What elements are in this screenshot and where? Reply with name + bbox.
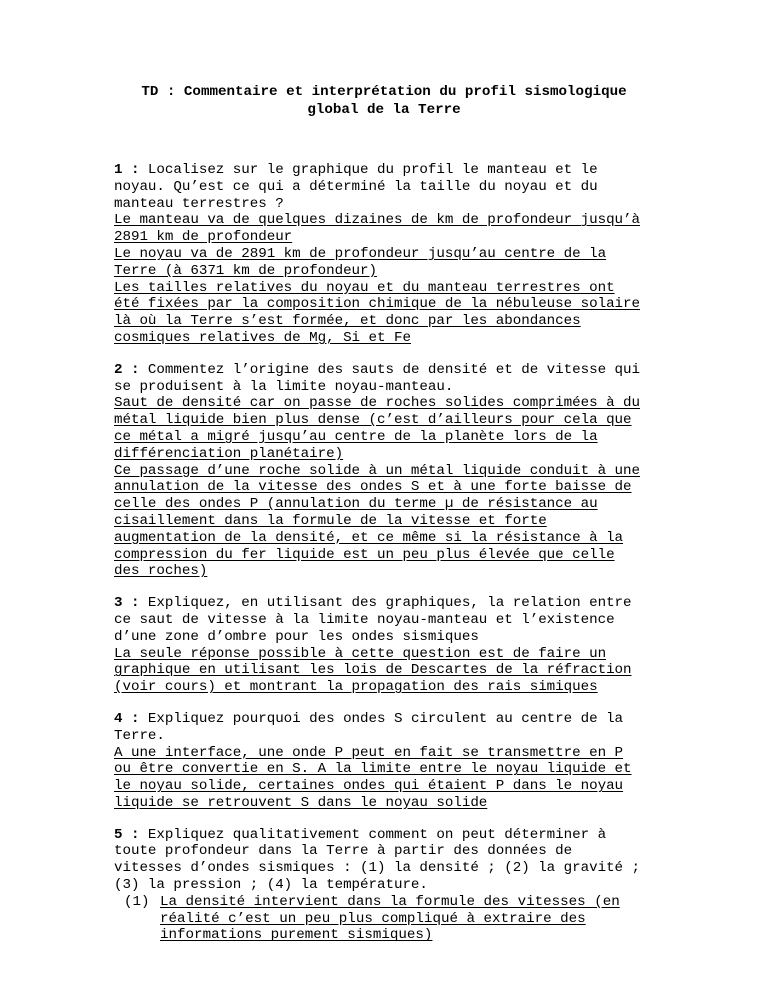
question-4 — [114, 711, 674, 812]
answer-line: La seule réponse possible à cette question est de faire un — [114, 645, 607, 662]
answer-line: Les tailles relatives du noyau et du manteau terrestres ont — [114, 279, 615, 296]
question-number: 1 : — [114, 162, 140, 178]
question-3 — [114, 595, 674, 696]
answer-line: Saut de densité car on passe de roches solides comprimées à du — [114, 395, 641, 412]
answer-line: ou être convertie en S. A la limite entre le noyau liquide et — [114, 761, 632, 778]
answer-line: celle des ondes P (annulation du terme µ de résistance au — [114, 496, 598, 513]
question-text-line: Terre. — [114, 727, 165, 744]
answer-line: Terre (à 6371 km de profondeur) — [114, 262, 378, 279]
answer-line: A une interface, une onde P peut en fait se transmettre en P — [114, 744, 624, 761]
answer-line: des roches) — [114, 563, 208, 580]
answer-line: Ce passage d’une roche solide à un métal liquide conduit à une — [114, 462, 641, 479]
document-title — [0, 84, 768, 119]
question-text-line: 4 : Expliquez pourquoi des ondes S circulent au centre de la — [114, 710, 624, 727]
answer-line: informations purement sismiques) — [160, 927, 433, 944]
question-text-line: 1 : Localisez sur le graphique du profil le manteau et le — [114, 162, 598, 178]
question-text-line: 5 : Expliquez qualitativement comment on peut déterminer à — [114, 826, 607, 843]
question-text-line: d’une zone d’ombre pour les ondes sismiques — [114, 628, 479, 645]
answer-line: annulation de la vitesse des ondes S et à une forte baisse de — [114, 479, 632, 496]
question-text-line: noyau. Qu’est ce qui a déterminé la taille du noyau et du — [114, 178, 598, 195]
answer-line: Le noyau va de 2891 km de profondeur jusqu’au centre de la — [114, 245, 607, 262]
answer-line: augmentation de la densité, et ce même si la résistance à la — [114, 529, 624, 546]
answer-line: ce métal a migré jusqu’au centre de la planète lors de la — [114, 428, 598, 445]
answer-line: graphique en utilisant les lois de Descartes de la réfraction — [114, 662, 632, 679]
question-number: 4 : — [114, 710, 140, 727]
question-text-line: ce saut de vitesse à la limite noyau-manteau et l’existence — [114, 611, 615, 628]
title-line-2: global de la Terre — [307, 101, 461, 118]
question-number: 5 : — [114, 826, 140, 843]
question-text-line: 2 : Commentez l’origine des sauts de densité et de vitesse qui — [114, 361, 641, 378]
answer-line: Le manteau va de quelques dizaines de km de profondeur jusqu’à — [114, 212, 641, 229]
answer-line: liquide se retrouvent S dans le noyau solide — [114, 794, 488, 811]
question-text-line: se produisent à la limite noyau-manteau. — [114, 378, 454, 395]
list-item-label: (1) — [124, 893, 150, 910]
answer-line: réalité c’est un peu plus compliqué à extraire des — [160, 910, 586, 927]
question-text-line: vitesses d’ondes sismiques : (1) la densité ; (2) la gravité ; — [114, 860, 641, 877]
question-text-line: manteau terrestres ? — [114, 195, 284, 212]
question-number: 3 : — [114, 595, 140, 612]
question-text-line: (3) la pression ; (4) la température. — [114, 877, 428, 894]
answer-line: compression du fer liquide est un peu plus élevée que celle — [114, 546, 615, 563]
title-line-1: TD : Commentaire et interprétation du profil sismologique — [141, 84, 627, 100]
question-1 — [114, 162, 674, 347]
answer-line: cisaillement dans la formule de la vitesse et forte — [114, 512, 547, 529]
answer-list-item — [114, 894, 674, 944]
answer-line: différenciation planétaire) — [114, 445, 344, 462]
answer-line: métal liquide bien plus dense (c’est d’ailleurs pour cela que — [114, 412, 632, 429]
answer-line: (voir cours) et montrant la propagation des rais simiques — [114, 679, 598, 696]
document-body — [114, 162, 674, 959]
question-text-line: 3 : Expliquez, en utilisant des graphiques, la relation entre — [114, 595, 632, 612]
answer-line: 2891 km de profondeur — [114, 229, 293, 246]
question-5 — [114, 827, 674, 945]
answer-line: été fixées par la composition chimique de la nébuleuse solaire — [114, 296, 641, 313]
answer-line: le noyau solide, certaines ondes qui étaient P dans le noyau — [114, 778, 624, 795]
question-number: 2 : — [114, 361, 140, 378]
answer-line: cosmiques relatives de Mg, Si et Fe — [114, 329, 411, 346]
answer-line: là où la Terre s’est formée, et donc par les abondances — [114, 313, 581, 330]
question-2 — [114, 362, 674, 580]
question-text-line: toute profondeur dans la Terre à partir des données de — [114, 843, 573, 860]
answer-line: La densité intervient dans la formule des vitesses (en — [160, 893, 620, 910]
